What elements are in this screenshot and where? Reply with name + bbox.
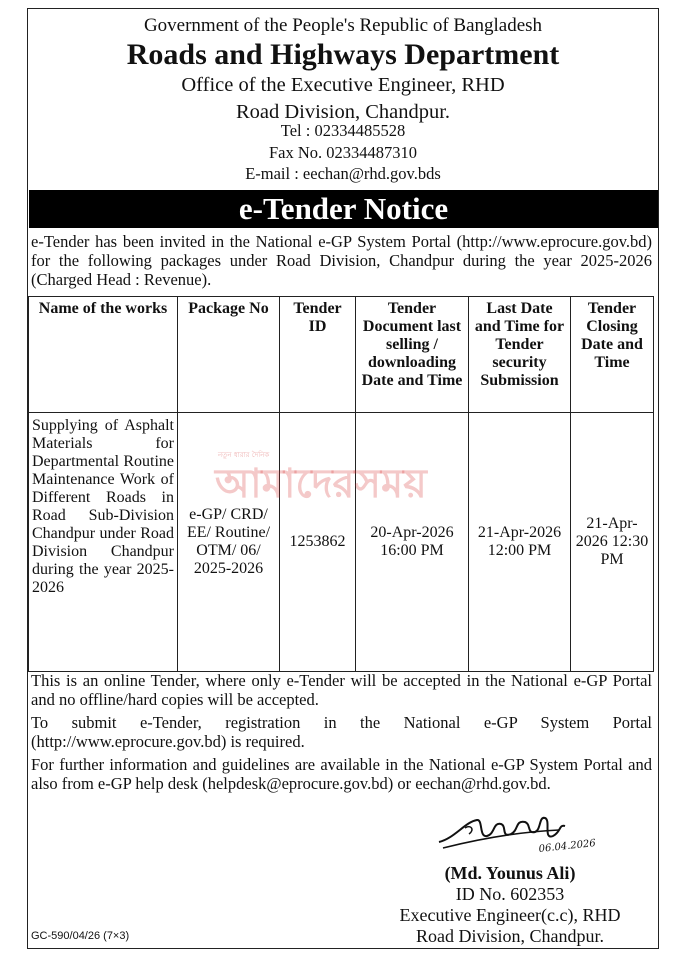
cell-package: e-GP/ CRD/ EE/ Routine/ OTM/ 06/ 2025-2026 (178, 413, 280, 672)
cell-tender-id: 1253862 (280, 413, 356, 672)
table-header-row (29, 297, 654, 413)
tender-table (28, 296, 654, 672)
division-name: Road Division, Chandpur. (235, 101, 451, 123)
fax: Fax No. 02334487310 (268, 143, 418, 162)
cell-security-date: 21-Apr-2026 12:00 PM (469, 413, 571, 672)
note-online-tender: This is an online Tender, where only e-Tender will be accepted in the National e-GP Portal and no offline/hard copies will be accepted. (31, 671, 652, 709)
signatory-division: Road Division, Chandpur. (416, 926, 604, 946)
col-header-works: Name of the works (29, 297, 178, 413)
cell-closing-date: 21-Apr-2026 12:30 PM (571, 413, 654, 672)
office-name: Office of the Executive Engineer, RHD (181, 74, 505, 96)
government-heading: Government of the People's Republic of Bangladesh (143, 15, 543, 36)
signatory-name: (Md. Younus Ali) (444, 863, 576, 883)
cell-works: Supplying of Asphalt Materials for Departmental Routine Maintenance Work of Different Roads in Road Sub-Division Chandpur under Road Division Chandpur during the year 2025-2026 (29, 413, 178, 672)
signature-date: 06.04.2026 (538, 838, 597, 855)
handwritten-signature (435, 810, 600, 860)
notice-banner: e-Tender Notice (29, 190, 658, 228)
note-registration: To submit e-Tender, registration in the National e-GP System Portal (http://www.eprocure.gov.bd) is required. (31, 713, 652, 751)
intro-paragraph: e-Tender has been invited in the National e-GP System Portal (http://www.eprocure.gov.bd) for the following packages under Road Division, Chandpur during the year 2025-2026 (Charged Head : Revenue). (31, 232, 652, 289)
watermark-tagline: নতুন ধারার দৈনিক (218, 451, 270, 459)
telephone: Tel : 02334485528 (280, 121, 406, 140)
cell-doc-date: 20-Apr-2026 16:00 PM (356, 413, 469, 672)
col-header-closing-date: Tender Closing Date and Time (571, 297, 654, 413)
note-further-info: For further information and guidelines are available in the National e-GP System Portal and also from e-GP help desk (helpdesk@eprocure.gov.bd) or eechan@rhd.gov.bd. (31, 755, 652, 793)
department-title: Roads and Highways Department (126, 38, 560, 71)
col-header-doc-date: Tender Document last selling / downloading Date and Time (356, 297, 469, 413)
col-header-package: Package No (178, 297, 280, 413)
email: E-mail : eechan@rhd.gov.bds (245, 164, 441, 183)
signatory-id: ID No. 602353 (455, 884, 565, 904)
col-header-security-date: Last Date and Time for Tender security Submission (469, 297, 571, 413)
table-row (29, 413, 654, 672)
signatory-title: Executive Engineer(c.c), RHD (399, 905, 621, 925)
watermark-logo: আমাদেরসময় (215, 461, 427, 507)
col-header-tender-id: Tender ID (280, 297, 356, 413)
footer-code: GC-590/04/26 (7×3) (31, 930, 130, 942)
